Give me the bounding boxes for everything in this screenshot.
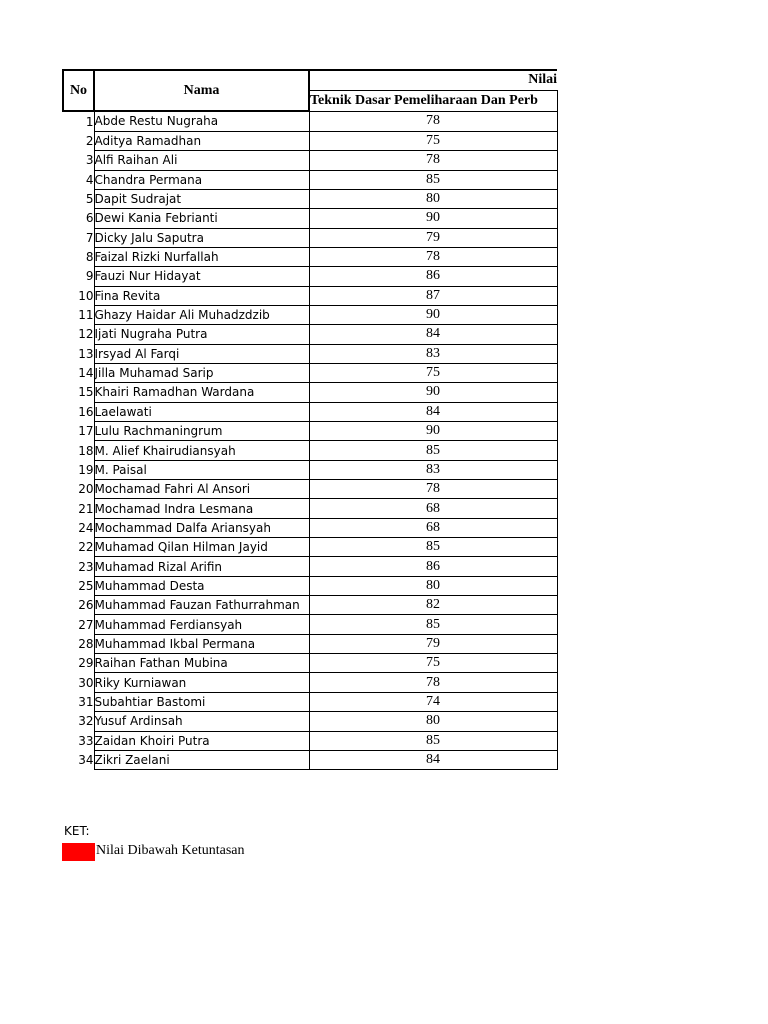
row-nilai: 87 [309,286,557,305]
row-nama: Faizal Rizki Nurfallah [94,247,309,266]
table-row [63,731,557,750]
row-nama: Aditya Ramadhan [94,131,309,150]
row-no: 17 [78,424,94,439]
row-nilai: 84 [309,402,557,421]
row-nama: Khairi Ramadhan Wardana [94,383,309,402]
row-no: 34 [78,753,94,768]
row-nama: Abde Restu Nugraha [94,111,309,131]
row-nilai: 78 [309,111,557,131]
row-nama: M. Alief Khairudiansyah [94,441,309,460]
legend-red-swatch [62,843,95,861]
row-nilai: 85 [309,170,557,189]
row-nilai: 90 [309,209,557,228]
row-nama: Ghazy Haidar Ali Muhadzdzib [94,305,309,324]
row-no: 8 [85,250,94,265]
row-nama: Fina Revita [94,286,309,305]
row-no: 31 [78,694,94,709]
table-body [63,111,557,770]
row-no: 4 [85,172,94,187]
row-nilai: 85 [309,615,557,634]
row-no: 25 [78,578,94,593]
table-row [63,518,557,537]
row-no: 30 [78,675,94,690]
table-row [63,111,557,131]
row-no: 29 [78,656,94,671]
row-nilai: 68 [309,518,557,537]
table-row [63,576,557,595]
table-row [63,499,557,518]
table-row [63,596,557,615]
table-row [63,151,557,170]
row-nilai: 84 [309,750,557,769]
row-nilai: 90 [309,305,557,324]
table-row [63,286,557,305]
row-no: 27 [78,617,94,632]
row-no: 12 [78,327,94,342]
row-no: 2 [85,134,94,149]
row-nilai: 78 [309,151,557,170]
row-no: 3 [85,153,94,168]
row-nama: Zikri Zaelani [94,750,309,769]
row-no: 10 [78,288,94,303]
table-row [63,247,557,266]
row-nama: Chandra Permana [94,170,309,189]
table-row [63,460,557,479]
table-row [63,422,557,441]
row-nilai: 90 [309,422,557,441]
row-nilai: 80 [309,576,557,595]
row-nilai: 86 [309,557,557,576]
row-nilai: 83 [309,344,557,363]
row-nilai: 80 [309,712,557,731]
row-nama: Muhamad Qilan Hilman Jayid [94,538,309,557]
table-row [63,712,557,731]
table-row [63,402,557,421]
row-no: 7 [85,230,94,245]
row-nama: Ijati Nugraha Putra [94,325,309,344]
row-nama: Jilla Muhamad Sarip [94,363,309,382]
header-nilai [309,70,557,90]
row-nilai: 85 [309,538,557,557]
table-row [63,344,557,363]
row-nama: Mochammad Dalfa Ariansyah [94,518,309,537]
table-row [63,228,557,247]
row-no: 21 [78,501,94,516]
row-nama: Muhammad Fauzan Fathurrahman [94,596,309,615]
table-row [63,383,557,402]
row-nilai: 74 [309,692,557,711]
table-row [63,305,557,324]
row-nilai: 85 [309,441,557,460]
row-nilai: 79 [309,634,557,653]
row-nilai: 82 [309,596,557,615]
table-row [63,325,557,344]
row-nama: Fauzi Nur Hidayat [94,267,309,286]
row-no: 11 [78,308,94,323]
row-nilai: 83 [309,460,557,479]
table-row [63,634,557,653]
table-row [63,189,557,208]
table-row [63,538,557,557]
row-no: 5 [85,192,94,207]
row-nama: M. Paisal [94,460,309,479]
table-row [63,750,557,769]
table-row [63,441,557,460]
row-no: 16 [78,404,94,419]
grades-table [62,69,558,770]
row-nama: Alfi Raihan Ali [94,151,309,170]
row-no: 19 [78,462,94,477]
row-nama: Yusuf Ardinsah [94,712,309,731]
row-nama: Raihan Fathan Mubina [94,654,309,673]
row-no: 28 [78,636,94,651]
row-nilai: 86 [309,267,557,286]
row-nama: Dicky Jalu Saputra [94,228,309,247]
row-no: 22 [78,540,94,555]
row-no: 33 [78,733,94,748]
table-row [63,673,557,692]
row-nilai: 78 [309,480,557,499]
legend-text: Nilai Dibawah Ketuntasan [96,843,245,858]
table-row [63,480,557,499]
table-row [63,654,557,673]
row-nama: Riky Kurniawan [94,673,309,692]
row-no: 1 [85,114,94,129]
row-nilai: 84 [309,325,557,344]
table-row [63,170,557,189]
row-nama: Muhammad Ikbal Permana [94,634,309,653]
header-no: No [63,70,94,111]
header-subject: Teknik Dasar Pemeliharaan Dan Perb [309,90,557,111]
row-nilai: 68 [309,499,557,518]
row-nama: Zaidan Khoiri Putra [94,731,309,750]
row-nama: Irsyad Al Farqi [94,344,309,363]
header-nilai-label: Nilai [528,72,557,88]
row-nilai: 75 [309,654,557,673]
row-no: 6 [85,211,94,226]
row-nilai: 75 [309,131,557,150]
table-row [63,209,557,228]
table-row [63,267,557,286]
ket-label: KET: [64,824,90,838]
row-no: 24 [78,520,94,535]
row-nama: Dapit Sudrajat [94,189,309,208]
row-nama: Dewi Kania Febrianti [94,209,309,228]
row-nilai: 90 [309,383,557,402]
row-no: 18 [78,443,94,458]
row-nama: Laelawati [94,402,309,421]
row-nama: Muhammad Ferdiansyah [94,615,309,634]
table-row [63,131,557,150]
row-no: 26 [78,598,94,613]
row-nama: Subahtiar Bastomi [94,692,309,711]
row-nilai: 78 [309,247,557,266]
row-no: 9 [85,269,94,284]
row-nilai: 78 [309,673,557,692]
header-nama: Nama [94,70,309,111]
table-row [63,557,557,576]
row-no: 15 [78,385,94,400]
row-nilai: 85 [309,731,557,750]
row-no: 14 [78,366,94,381]
row-nilai: 80 [309,189,557,208]
row-nama: Muhamad Rizal Arifin [94,557,309,576]
row-no: 23 [78,559,94,574]
row-no: 13 [78,346,94,361]
row-no: 32 [78,714,94,729]
row-nama: Muhammad Desta [94,576,309,595]
row-no: 20 [78,482,94,497]
row-nama: Lulu Rachmaningrum [94,422,309,441]
row-nilai: 79 [309,228,557,247]
row-nilai: 75 [309,363,557,382]
row-nama: Mochamad Indra Lesmana [94,499,309,518]
row-nama: Mochamad Fahri Al Ansori [94,480,309,499]
table-row [63,363,557,382]
table-row [63,615,557,634]
table-row [63,692,557,711]
